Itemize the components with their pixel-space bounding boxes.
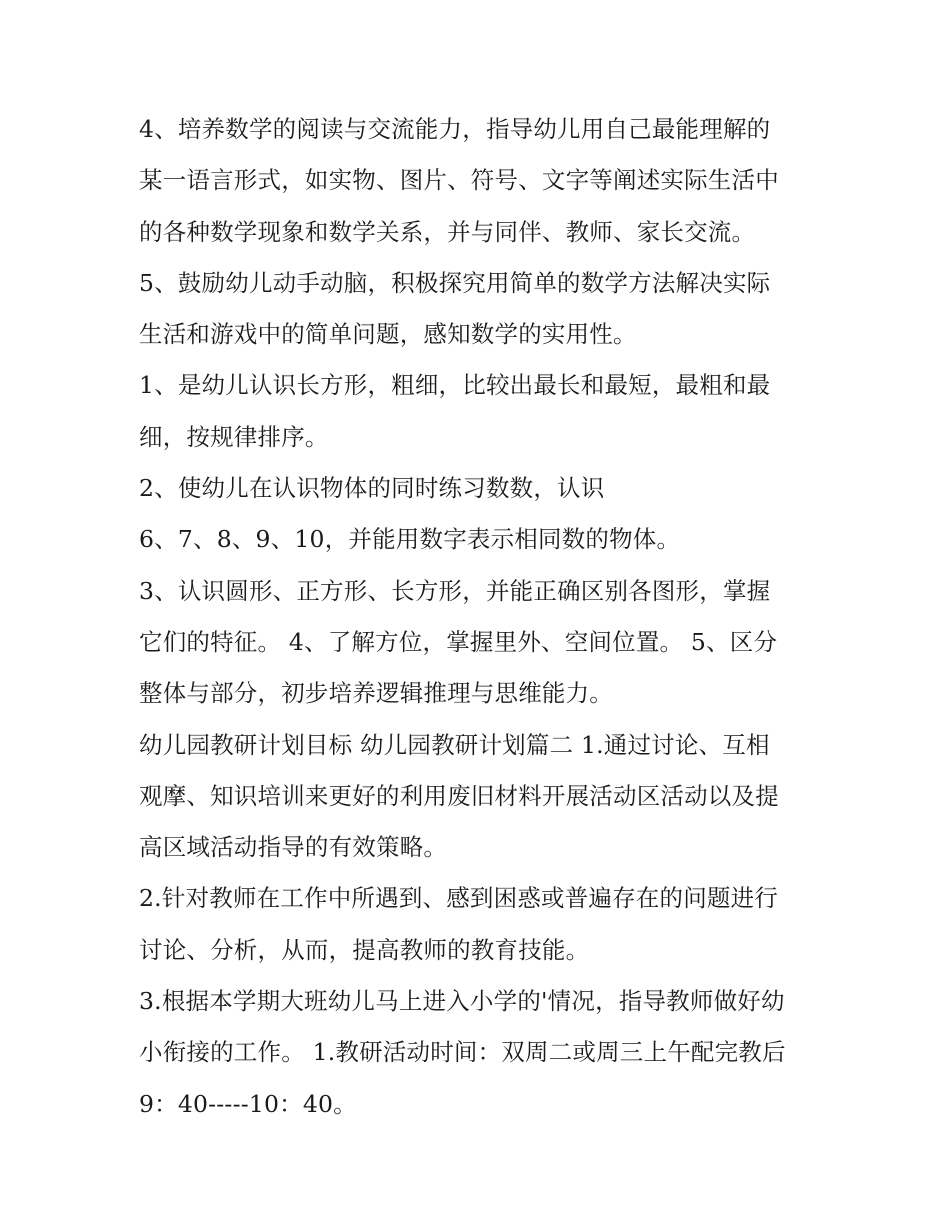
text-line: 4、培养数学的阅读与交流能力，指导幼儿用自己最能理解的 <box>139 115 771 143</box>
text-line: 某一语言形式，如实物、图片、符号、文字等阐述实际生活中 <box>139 166 779 195</box>
text-line: 小衔接的工作。 1.教研活动时间：双周二或周三上午配完教后 <box>139 1038 786 1067</box>
text-line: 观摩、知识培训来更好的利用废旧材料开展活动区活动以及提 <box>139 781 779 810</box>
text-line: 讨论、分析，从而，提高教师的教育技能。 <box>139 935 590 964</box>
text-line: 的各种数学现象和数学关系，并与同伴、教师、家长交流。 <box>139 217 756 246</box>
text-line: 生活和游戏中的简单问题，感知数学的实用性。 <box>139 320 637 349</box>
text-line: 它们的特征。 4、了解方位，掌握里外、空间位置。 5、区分 <box>139 627 778 656</box>
text-line: 整体与部分，初步培养逻辑推理与思维能力。 <box>139 679 613 708</box>
text-line: 细，按规律排序。 <box>139 422 329 451</box>
text-line: 1、是幼儿认识长方形，粗细，比较出最长和最短，最粗和最 <box>139 371 771 400</box>
text-line: 5、鼓励幼儿动手动脑，积极探究用简单的数学方法解决实际 <box>139 268 771 297</box>
text-line: 高区域活动指导的有效策略。 <box>139 833 448 862</box>
text-line: 幼儿园教研计划目标 幼儿园教研计划篇二 1.通过讨论、互相 <box>139 730 770 759</box>
document-body <box>139 104 819 1130</box>
text-line: 3、认识圆形、正方形、长方形，并能正确区别各图形，掌握 <box>139 576 771 605</box>
text-line: 2、使幼儿在认识物体的同时练习数数，认识 <box>139 474 605 503</box>
text-line: 9：40-----10：40。 <box>139 1089 357 1118</box>
text-line: 3.根据本学期大班幼儿马上进入小学的'情况，指导教师做好幼 <box>139 987 785 1016</box>
text-line: 6、7、8、9、10，并能用数字表示相同数的物体。 <box>139 525 681 554</box>
text-line: 2.针对教师在工作中所遇到、感到困惑或普遍存在的问题进行 <box>139 884 779 913</box>
